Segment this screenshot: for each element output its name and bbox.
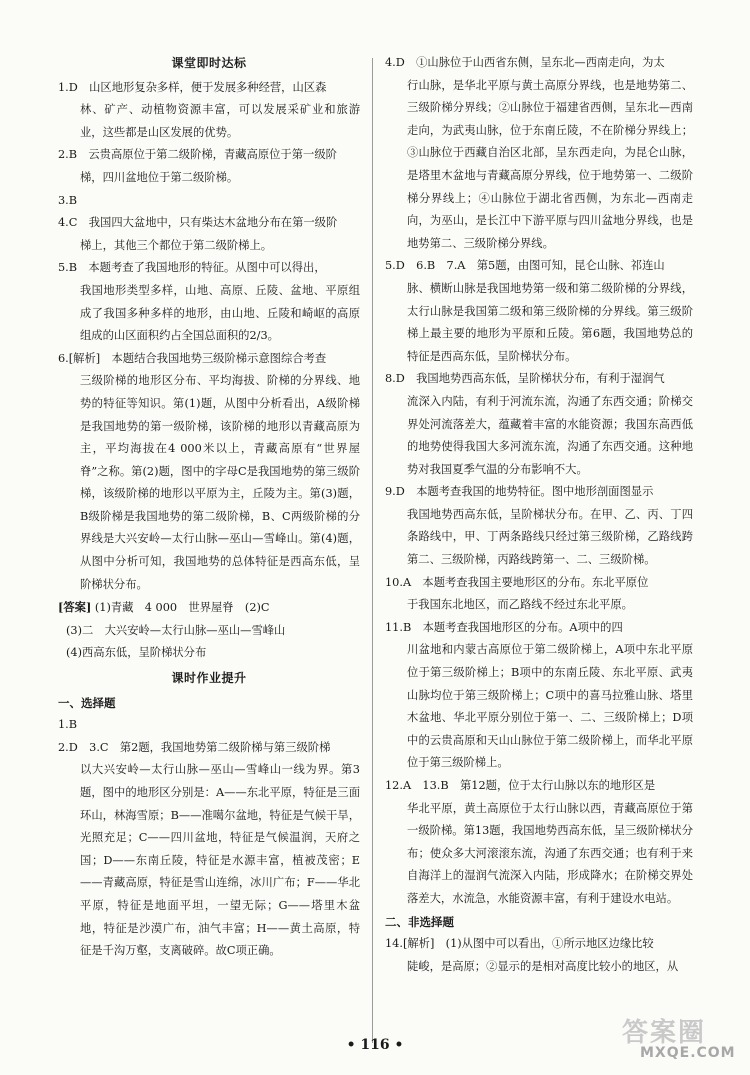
answer-item xyxy=(385,933,693,978)
left-answer-list xyxy=(58,77,360,597)
answer-text-1: (1)青藏 4 000 世界屋脊 (2)C xyxy=(94,601,270,615)
answer-item-body: 华北平原，黄土高原位于太行山脉以西，青藏高原位于第一级阶梯。第13题，我国地势西高东低，呈三级阶梯状分布；使众多大河滚滚东流，沟通了东西交通；也有利于来自海洋上的湿润气流深入内陆，形成降水；在阶梯交界处落差大，水流急，水能资源丰富，有利于建设水电站。 xyxy=(407,801,693,905)
answer-item-body: 我国地形类型多样，山地、高原、丘陵、盆地、平原组成了我国多种多样的地形，由山地、丘陵和崎岖的高原组成的山区面积约占全国总面积的2/3。 xyxy=(80,283,360,343)
section-title-in-class: 课堂即时达标 xyxy=(171,56,247,70)
answer-item-body: 梯，四川盆地位于第二级阶梯。 xyxy=(80,170,239,184)
answer-item xyxy=(58,144,360,189)
answer-item-body: 川盆地和内蒙古高原位于第二级阶梯上，A项中东北平原位于第三级阶梯上；B项中的东南丘陵、东北平原、武夷山脉均位于第三级阶梯上；C项中的喜马拉雅山脉、塔里木盆地、华北平原分别位于第一、二、三级阶梯上；D项中的云贵高原和天山山脉位于第二级阶梯上，而华北平原位于第三级阶梯上。 xyxy=(407,643,693,770)
answer-item-body: 陡峻，是高原；②显示的是相对高度比较小的地区，从 xyxy=(407,959,679,973)
answer-item-body: 梯上，其他三个都位于第二级阶梯上。 xyxy=(80,238,273,252)
answer-row-3: (4)西高东低，呈阶梯状分布 xyxy=(66,646,207,660)
answer-item xyxy=(385,255,693,368)
answer-item-body: 于我国东北地区，而乙路线不经过东北平原。 xyxy=(407,598,633,612)
answer-item xyxy=(58,257,360,347)
answer-item-body: 行山脉，是华北平原与黄土高原分界线，也是地势第二、三级阶梯分界线；②山脉位于福建省西侧，呈东北—西南走向，为武夷山脉，位于东南丘陵，不在阶梯分界线上；③山脉位于西藏自治区北部，呈东西走向，为昆仑山脉，是塔里木盆地与青藏高原分界线，位于地势第一、二级阶梯分界线上；④山脉位于湖北省西侧，为东北—西南走向，为巫山，是长江中下游平原与四川盆地分界线，也是地势第二、三级阶梯分界线。 xyxy=(407,78,693,250)
answer-item xyxy=(385,775,693,911)
answer-item xyxy=(58,348,360,597)
answer-item-body: 三级阶梯的地形区分布、平均海拔、阶梯的分界线、地势的特征等知识。第(1)题，从图中分析看出，A级阶梯是我国地势的第一级阶梯，该阶梯的地形以青藏高原为主，平均海拔在4 000米以上，青藏高原有“世界屋脊”之称。第(2)题，图中的字母C是我国地势的第三级阶梯，该级阶梯的地形以平原为主，丘陵为主。第(3)题，B级阶梯是我国地势的第二级阶梯，B、C两级阶梯的分界线是大兴安岭—太行山脉—巫山—雪峰山。第(4)题，从图中分析可知，我国地势的总体特征是西高东低，呈阶梯状分布。 xyxy=(80,374,360,591)
section-title-homework: 课时作业提升 xyxy=(171,671,247,686)
answer-item-first-line: 12.A 13.B 第12题，位于太行山脉以东的地形区是 xyxy=(385,779,656,792)
answer-item-first-line: 14.[解析] (1)从图中可以看出，①所示地区边缘比较 xyxy=(385,937,654,951)
answer-label: [答案] xyxy=(58,600,92,615)
page-number: • 116 • xyxy=(346,1037,404,1053)
subheading-nonchoice: 二、非选择题 xyxy=(385,914,454,929)
answer-item xyxy=(58,190,360,213)
homework-answer-list xyxy=(58,714,360,963)
answer-item-first-line: 5.D 6.B 7.A 第5题，由图可知，昆仑山脉、祁连山 xyxy=(385,259,665,273)
answer-item xyxy=(385,572,693,617)
answer-item-first-line: 11.B 本题考查我国地形区的分布。A项中的四 xyxy=(385,620,623,634)
watermark-url: MXQE.COM xyxy=(640,1045,736,1061)
answer-item-first-line: 2.B 云贵高原位于第二级阶梯，青藏高原位于第一级阶 xyxy=(58,148,337,162)
answer-item-body: 林、矿产、动植物资源丰富，可以发展采矿业和旅游业，这些都是山区发展的优势。 xyxy=(80,103,360,139)
right-answer-list xyxy=(385,52,693,911)
answer-item-first-line: 3.B xyxy=(58,193,78,207)
answer-item-body: 我国地势西高东低，呈阶梯状分布。在甲、乙、丙、丁四条路线中，甲、丁两条路线只经过第三级阶梯，乙路线跨第二、三级阶梯，丙路线跨第一、二、三级阶梯。 xyxy=(407,507,693,567)
answer-row-1 xyxy=(58,596,360,620)
answer-item xyxy=(58,737,360,963)
answer-item xyxy=(385,481,693,571)
answer-item-body: 脉、横断山脉是我国地势第一级和第二级阶梯的分界线，太行山脉是我国第二级和第三级阶梯的分界线。第三级阶梯上最主要的地形为平原和丘陵。第6题，我国地势总的特征是西高东低，呈阶梯状分布。 xyxy=(407,281,693,363)
answer-item xyxy=(58,212,360,257)
answer-item xyxy=(385,617,693,775)
column-divider xyxy=(372,58,373,1043)
left-column xyxy=(58,52,360,963)
answer-item-first-line: 2.D 3.C 第2题，我国地势第二级阶梯与第三级阶梯 xyxy=(58,740,331,754)
answer-item-first-line: 6.[解析] 本题结合我国地势三级阶梯示意图综合考查 xyxy=(58,351,327,365)
nonchoice-answer-list xyxy=(385,933,693,978)
answer-item-first-line: 10.A 本题考查我国主要地形区的分布。东北平原位 xyxy=(385,575,649,589)
answer-item-first-line: 4.D ①山脉位于山西省东侧，呈东北—西南走向，为太 xyxy=(385,56,665,69)
answer-item xyxy=(385,52,693,255)
answer-item-body: 以大兴安岭—太行山脉—巫山—雪峰山一线为界。第3题，图中的地形区分别是：A——东北平原，特征是三面环山，林海雪原；B——准噶尔盆地，特征是气候干旱，光照充足；C——四川盆地，特征是气候温润，天府之国；D——东南丘陵，特征是水源丰富，植被茂密；E——青藏高原，特征是雪山连绵，冰川广布；F——华北平原，特征是地面平坦，一望无际；G——塔里木盆地，特征是沙漠广布，油气丰富；H——黄土高原，特征是千沟万壑，支离破碎。故C项正确。 xyxy=(80,763,360,958)
answer-item xyxy=(385,368,693,481)
answer-item-first-line: 5.B 本题考查了我国地形的特征。从图中可以得出， xyxy=(58,261,326,275)
answer-item-first-line: 1.B xyxy=(58,718,78,732)
answer-row-2: (3)二 大兴安岭—太行山脉—巫山—雪峰山 xyxy=(66,623,286,637)
right-column xyxy=(385,52,693,978)
answer-item xyxy=(58,77,360,145)
subheading-choice: 一、选择题 xyxy=(58,695,116,710)
answer-item-first-line: 4.C 我国四大盆地中，只有柴达木盆地分布在第一级阶 xyxy=(58,216,338,230)
answer-item-first-line: 1.D 山区地形复杂多样，便于发展多种经营，山区森 xyxy=(58,80,327,94)
answer-item-first-line: 9.D 本题考查我国的地势特征。图中地形剖面图显示 xyxy=(385,485,654,499)
answer-item xyxy=(58,714,360,737)
watermark-logo: 答案圈 xyxy=(622,1018,707,1048)
answer-item-first-line: 8.D 我国地势西高东低，呈阶梯状分布，有利于湿润气 xyxy=(385,372,665,386)
answer-item-body: 流深入内陆，有利于河流东流，沟通了东西交通；阶梯交界处河流落差大，蕴藏着丰富的水能资源；我国东高西低的地势使得我国大多河流东流，沟通了东西交通。这种地势对我国夏季气温的分布影响不大。 xyxy=(407,394,693,476)
